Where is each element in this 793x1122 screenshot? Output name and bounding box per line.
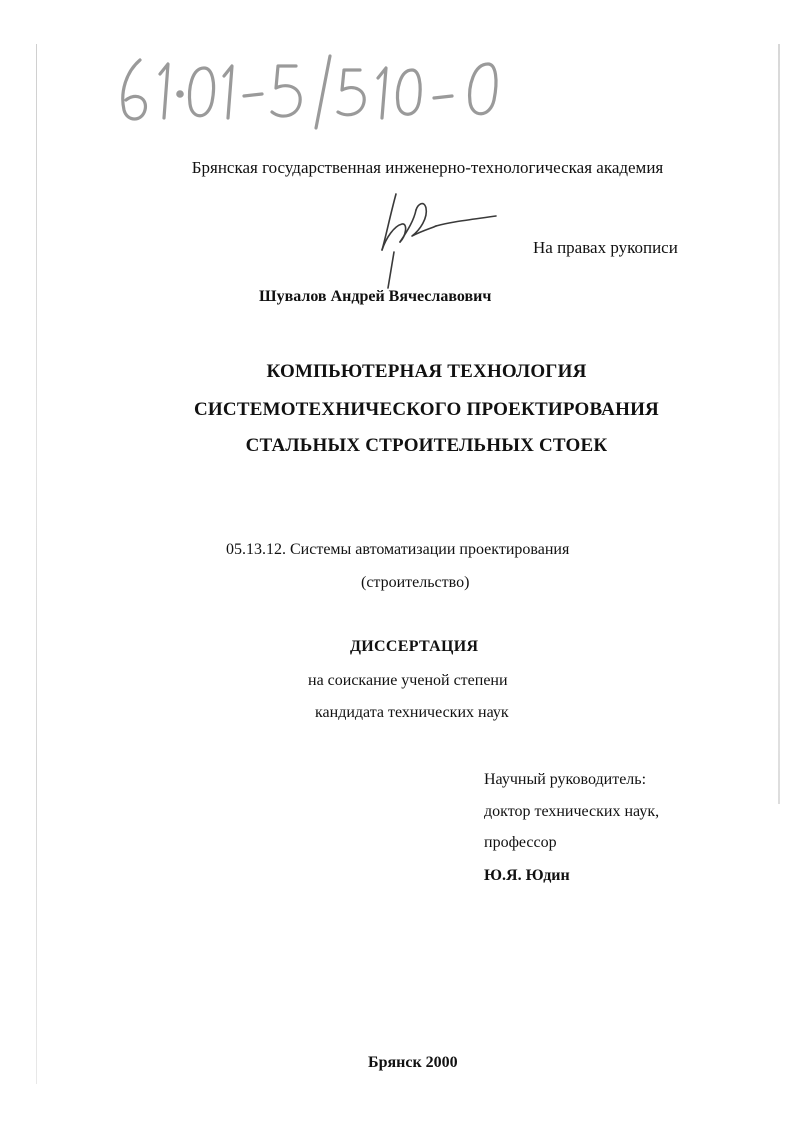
dissertation-title-line-1: КОМПЬЮТЕРНАЯ ТЕХНОЛОГИЯ <box>266 361 587 382</box>
specialty-code: 05.13.12. Системы автоматизации проектирования <box>226 541 570 558</box>
signature <box>372 190 502 290</box>
degree-line-2: кандидата технических наук <box>315 704 509 721</box>
work-type: ДИССЕРТАЦИЯ <box>350 638 479 655</box>
dissertation-title-line-3: СТАЛЬНЫХ СТРОИТЕЛЬНЫХ СТОЕК <box>245 435 608 456</box>
dissertation-title-line-2: СИСТЕМОТЕХНИЧЕСКОГО ПРОЕКТИРОВАНИЯ <box>194 399 659 420</box>
supervisor-rank: профессор <box>484 834 557 851</box>
specialty-branch: (строительство) <box>361 574 470 591</box>
rights-notice: На правах рукописи <box>533 238 678 257</box>
scan-edge-left <box>36 44 37 1084</box>
author-name: Шувалов Андрей Вячеславович <box>259 288 492 305</box>
supervisor-label: Научный руководитель: <box>484 771 647 788</box>
place-year: Брянск 2000 <box>368 1054 458 1071</box>
institution-name: Брянская государственная инженерно-технологическая академия <box>191 158 664 177</box>
archive-number-handwritten <box>112 52 512 132</box>
degree-line-1: на соискание ученой степени <box>308 672 508 689</box>
supervisor-degree: доктор технических наук, <box>484 803 660 820</box>
supervisor-name: Ю.Я. Юдин <box>484 867 570 884</box>
